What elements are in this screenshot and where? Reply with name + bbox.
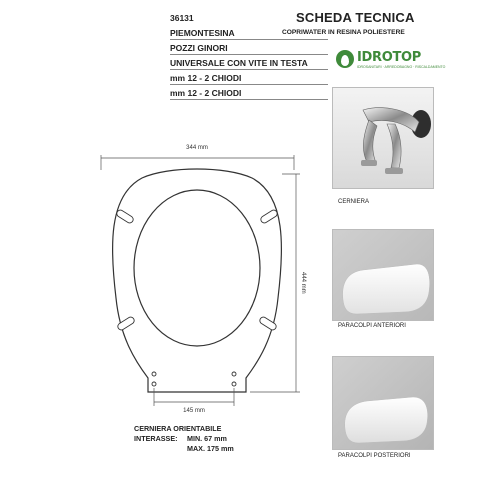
logo-tagline: IDROSANITARI · ARREDOBAGNO · RISCALDAMENTO	[357, 65, 446, 69]
hinge-caption: CERNIERA	[338, 199, 370, 205]
hinge-hole	[152, 382, 156, 386]
hinge-note	[134, 424, 234, 454]
spec-value: POZZI GINORI	[170, 43, 228, 53]
interasse-max: MAX. 175 mm	[187, 444, 234, 453]
spec-value: UNIVERSALE CON VITE IN TESTA	[170, 58, 308, 68]
hinge-photo	[332, 87, 434, 189]
rear-bumper-caption: PARACOLPI POSTERIORI	[338, 453, 411, 459]
page-title: SCHEDA TECNICA	[296, 10, 415, 25]
spec-value: mm 12 - 2 CHIODI	[170, 73, 242, 83]
interasse-min: MIN. 67 mm	[187, 434, 227, 443]
height-label: 444 mm	[300, 272, 306, 294]
rear-bumper-photo	[332, 356, 434, 450]
hinge-hole	[232, 372, 236, 376]
spec-value: 36131	[170, 13, 194, 23]
width-dimension	[101, 155, 294, 170]
hinge-distance-label: 145 mm	[183, 408, 205, 414]
spec-value: mm 12 - 2 CHIODI	[170, 88, 242, 98]
width-label: 344 mm	[186, 145, 208, 151]
front-bumper-caption: PARACOLPI ANTERIORI	[338, 323, 406, 329]
spec-value: PIEMONTESINA	[170, 28, 235, 38]
page-subtitle: COPRIWATER IN RESINA POLIESTERE	[282, 29, 405, 36]
hinge-note-title: CERNIERA ORIENTABILE	[134, 424, 222, 433]
interasse-key: INTERASSE:	[134, 434, 178, 443]
seat-opening	[134, 190, 260, 346]
front-bumper-photo	[332, 229, 434, 321]
hinge-hole	[232, 382, 236, 386]
hinge-hole	[152, 372, 156, 376]
logo-wordmark: IDROTOP	[357, 50, 422, 65]
